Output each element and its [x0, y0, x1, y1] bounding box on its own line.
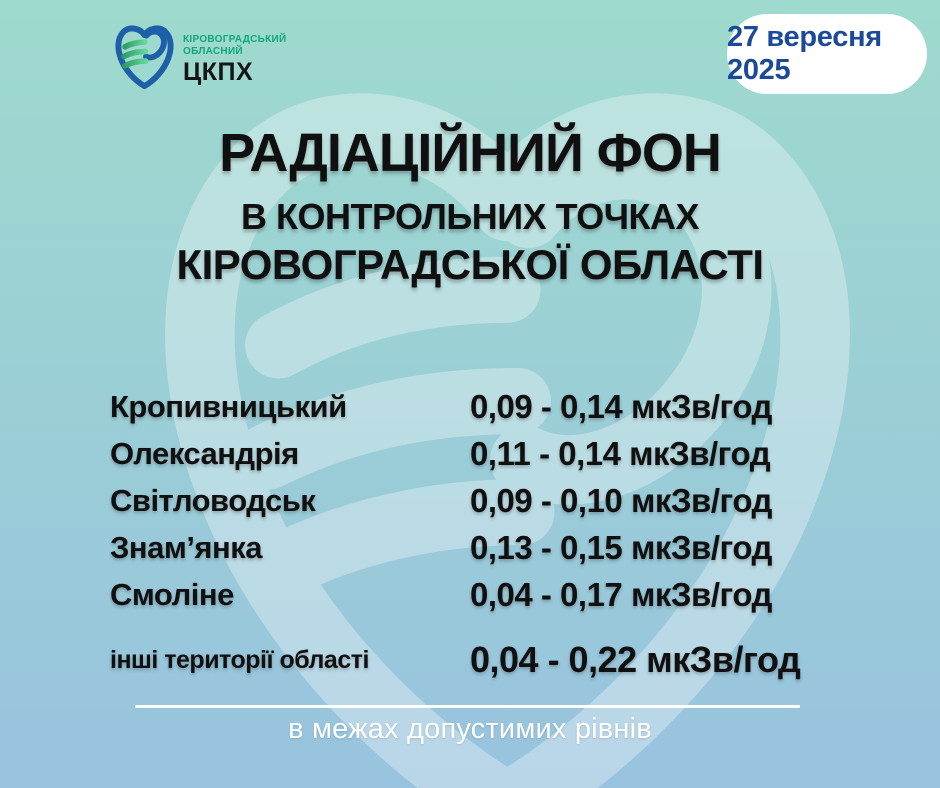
page-title — [0, 122, 940, 290]
radiation-value: 0,09 - 0,14 мкЗв/год — [470, 387, 772, 425]
org-logo — [115, 25, 287, 90]
measurements-table — [110, 383, 832, 684]
location-label: Олександрія — [110, 435, 299, 471]
measurement-row-other-territories — [110, 636, 832, 684]
title-line2: В КОНТРОЛЬНИХ ТОЧКАХ — [241, 196, 699, 237]
radiation-value: 0,04 - 0,17 мкЗв/год — [470, 575, 772, 613]
radiation-value: 0,13 - 0,15 мкЗв/год — [470, 528, 772, 566]
measurement-row — [110, 524, 832, 571]
radiation-value: 0,04 - 0,22 мкЗв/год — [470, 639, 801, 680]
footer-note: в межах допустимих рівнів — [288, 713, 652, 745]
location-label: Знам’янка — [110, 529, 262, 565]
org-logo-text — [183, 25, 287, 85]
org-name-line1: КІРОВОГРАДСЬКИЙ — [183, 34, 287, 45]
location-label: інші території області — [110, 645, 369, 674]
measurement-row — [110, 430, 832, 477]
measurement-row — [110, 383, 832, 430]
location-label: Світловодськ — [110, 482, 316, 518]
org-name-line2: ОБЛАСНИЙ — [183, 45, 243, 57]
location-label: Смоліне — [110, 576, 234, 612]
radiation-value: 0,11 - 0,14 мкЗв/год — [470, 434, 771, 472]
footer-divider — [135, 705, 800, 708]
measurement-row — [110, 477, 832, 524]
title-line1: РАДІАЦІЙНИЙ ФОН — [219, 123, 721, 183]
title-line3: КІРОВОГРАДСЬКОЇ ОБЛАСТІ — [176, 241, 764, 288]
location-label: Кропивницький — [110, 388, 347, 424]
date-badge: 27 вересня 2025 — [727, 14, 927, 94]
measurement-row — [110, 571, 832, 618]
org-abbreviation: ЦКПХ — [183, 58, 254, 86]
logo-shield-icon — [115, 25, 174, 90]
radiation-value: 0,09 - 0,10 мкЗв/год — [470, 481, 772, 519]
